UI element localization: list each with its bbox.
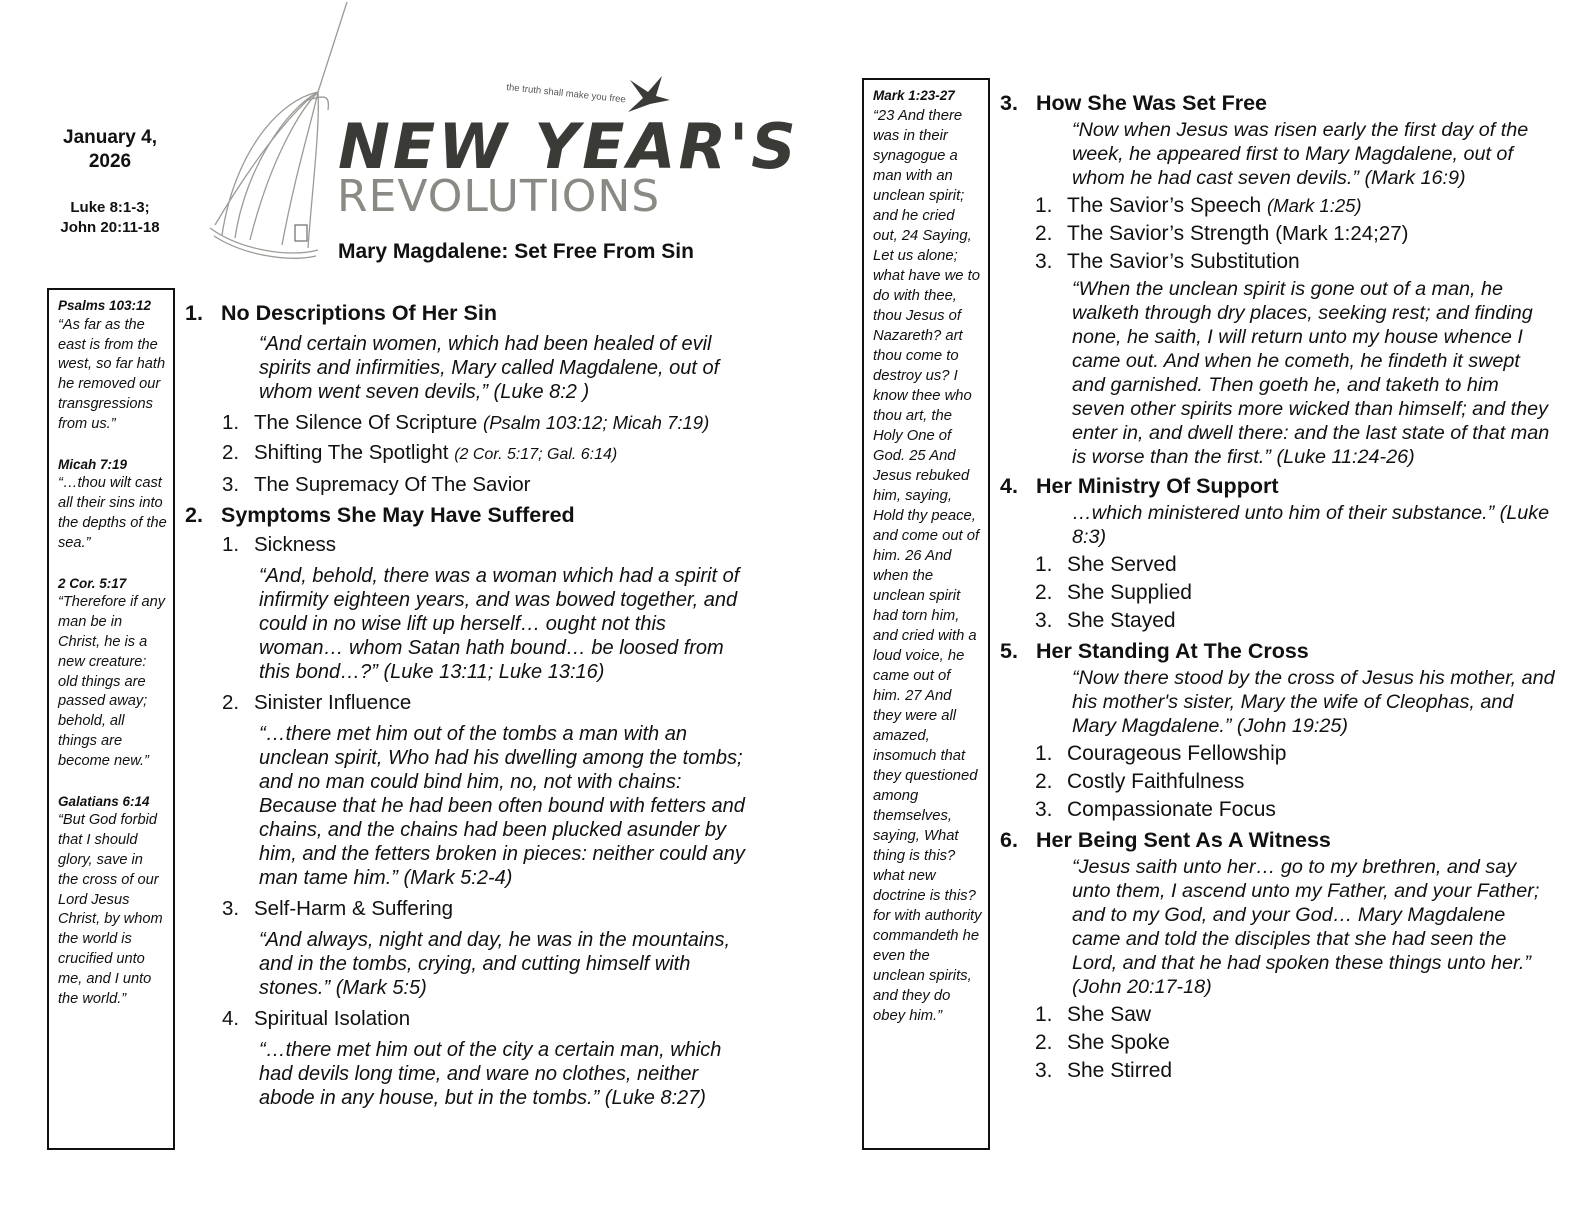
scripture-micah-7-19 [58, 455, 167, 554]
point-title: Her Ministry Of Support [1036, 474, 1279, 498]
sub-point [1035, 740, 1555, 767]
point-number: 2. [185, 503, 203, 527]
point-title: Her Being Sent As A Witness [1036, 828, 1331, 852]
point-title: Her Standing At The Cross [1036, 639, 1309, 663]
sub-point-ref: (Mark 1:25) [1267, 195, 1362, 216]
sub-point-number: 4. [222, 1007, 240, 1030]
sermon-subtitle: Mary Magdalene: Set Free From Sin [338, 240, 694, 263]
sub-point [1035, 768, 1555, 795]
sub-point-number: 3. [1035, 250, 1053, 273]
scripture-quote: “And, behold, there was a woman which had a spirit of infirmity eighteen years, and was bowed together, and could in no wise lift up herself… ought not this woman… whom Satan hath bound… be loosed from this bond…?” (Luke 13:11; Luke 13:16) [259, 565, 740, 683]
sub-point [222, 896, 755, 922]
scripture-quote: “Now there stood by the cross of Jesus his mother, and his mother's sister, Mary the wife of Cleophas, and Mary Magdalene.” (John 19:25) [1072, 667, 1555, 737]
sub-point [1035, 796, 1555, 823]
point-number: 1. [185, 301, 203, 325]
outline-column-left [185, 296, 755, 1116]
scripture-text: “23 And there was in their synagogue a man with an unclean spirit; and he cried out, 24 Saying, Let us alone; what have we to do with thee, thou Jesus of Nazareth? art thou come to destroy us? I know thee who thou art, the Holy One of God. 25 And Jesus rebuked him, saying, Hold thy peace, and come out of him. 26 And when the unclean spirit had torn him, and cried with a loud voice, he came out of him. 27 And they were all amazed, insomuch that they questioned among themselves, saying, What thing is this? what new doctrine is this? for with authority commandeth he even the unclean spirits, and they do obey him.” [873, 108, 982, 1024]
sub-point-label: Sinister Influence [254, 691, 412, 714]
scripture-quote: …which ministered unto him of their substance.” (Luke 8:3) [1072, 502, 1550, 548]
scripture-quote: “When the unclean spirit is gone out of a man, he walketh through dry places, seeking rest; and finding none, he saith, I will return unto my house whence I came out. And when he cometh, he findeth it swept and garnished. Then goeth he, and taketh to him seven other spirits more wicked than himself; and they enter in, and dwell there: and the last state of that man is worse than the first.” (Luke 11:24-26) [1072, 278, 1550, 468]
sub-point [222, 1006, 755, 1032]
sub-point-label: The Savior’s Strength [1067, 222, 1270, 245]
sub-point-number: 3. [1035, 798, 1053, 821]
sermon-date: January 4, 2026 [63, 127, 157, 172]
sub-point-ref: (Psalm 103:12; Micah 7:19) [483, 412, 710, 433]
scripture-quote: “…there met him out of the city a certain man, which had devils long time, and ware no clothes, neither abode in any house, but in the tombs.” (Luke 8:27) [259, 1039, 722, 1109]
sub-point-number: 1. [222, 533, 240, 556]
sermon-passages [40, 198, 180, 238]
logo-title-line1: NEW YEAR'S [338, 110, 799, 183]
logo-title-line2: REVOLUTIONS [337, 171, 661, 222]
sub-point-label: Shifting The Spotlight [254, 441, 449, 464]
scripture-text: “Therefore if any man be in Christ, he is a new creature: old things are passed away; behold, all things are become new.” [58, 594, 166, 769]
sub-point-number: 3. [1035, 1059, 1053, 1082]
outline-column-right [1000, 86, 1555, 1085]
point-heading [1000, 90, 1555, 116]
sub-point-label: She Spoke [1067, 1031, 1170, 1054]
left-scripture-box [47, 288, 175, 1150]
sub-point-label: The Savior’s Speech [1067, 194, 1262, 217]
sub-point [1035, 551, 1555, 578]
middle-scripture-box [862, 78, 990, 1150]
scripture-ref: Micah 7:19 [58, 456, 128, 472]
sub-point [1035, 1001, 1555, 1028]
sub-point-number: 1. [1035, 194, 1053, 217]
point-heading [1000, 473, 1555, 499]
sub-point-label: Compassionate Focus [1067, 798, 1276, 821]
sub-point-label: The Silence Of Scripture [254, 411, 478, 434]
sub-point [1035, 248, 1555, 275]
sub-point [222, 472, 755, 498]
scripture-quote: “And always, night and day, he was in the mountains, and in the tombs, crying, and cutting himself with stones.” (Mark 5:5) [259, 929, 731, 999]
scripture-quote: “And certain women, which had been healed of evil spirits and infirmities, Mary called Magdalene, out of whom went seven devils,” (Luke 8:2 ) [259, 333, 720, 403]
sub-point [1035, 1029, 1555, 1056]
sub-point-label: Costly Faithfulness [1067, 770, 1245, 793]
sub-point-number: 1. [1035, 553, 1053, 576]
bird-icon [628, 76, 670, 112]
scripture-quote: “…there met him out of the tombs a man with an unclean spirit, Who had his dwelling among the tombs; and no man could bind him, no, not with chains: Because that he had been often bound with fetters and chains, and the chains had been plucked asunder by him, and the fetters broken in pieces: neither could any man tame him.” (Mark 5:2-4) [259, 723, 745, 889]
sub-point [1035, 220, 1555, 247]
scripture-2-cor-5-17 [58, 574, 167, 772]
scripture-psalms-103-12 [58, 296, 167, 435]
sub-point [1035, 579, 1555, 606]
sub-point [1035, 1057, 1555, 1084]
point-heading [185, 300, 755, 326]
sub-point-number: 2. [1035, 581, 1053, 604]
sub-point-number: 3. [222, 897, 240, 920]
sub-point [222, 690, 755, 716]
point-title: No Descriptions Of Her Sin [221, 301, 497, 325]
scripture-quote: “Jesus saith unto her… go to my brethren, and say unto them, I ascend unto my Father, and your Father; and to my God, and your God… Mary Magdalene came and told the disciples that she had seen the Lord, and that he had spoken these things unto her.” (John 20:17-18) [1072, 856, 1540, 998]
scripture-text: “…thou wilt cast all their sins into the depths of the sea.” [58, 475, 167, 551]
sub-point-number: 1. [1035, 742, 1053, 765]
sub-point-number: 2. [222, 441, 240, 464]
point-number: 5. [1000, 639, 1018, 663]
scripture-galatians-6-14 [58, 792, 167, 1010]
logo-tagline: the truth shall make you free [505, 82, 627, 106]
scripture-ref: 2 Cor. 5:17 [58, 575, 127, 591]
sub-point-label: She Stayed [1067, 609, 1176, 632]
sub-point-label: The Savior’s Substitution [1067, 250, 1300, 273]
point-title: Symptoms She May Have Suffered [221, 503, 575, 527]
sub-point-number: 2. [1035, 770, 1053, 793]
sub-point-number: 3. [1035, 609, 1053, 632]
sub-point [222, 410, 755, 436]
sub-point-number: 1. [222, 411, 240, 434]
point-number: 6. [1000, 828, 1018, 852]
scripture-quote: “Now when Jesus was risen early the first day of the week, he appeared first to Mary Magdalene, out of whom he had cast seven devils.” (Mark 16:9) [1072, 119, 1529, 189]
point-heading [1000, 827, 1555, 853]
sub-point-label: She Served [1067, 553, 1177, 576]
sub-point-label: The Supremacy Of The Savior [254, 473, 531, 496]
sub-point-label: She Saw [1067, 1003, 1152, 1026]
sub-point-label: Self-Harm & Suffering [254, 897, 454, 920]
point-title: How She Was Set Free [1036, 91, 1267, 115]
sub-point-label: Courageous Fellowship [1067, 742, 1287, 765]
sub-point-label: She Stirred [1067, 1059, 1173, 1082]
point-number: 3. [1000, 91, 1018, 115]
passage-2: John 20:11-18 [60, 219, 160, 236]
sub-point [222, 440, 755, 468]
sub-point-number: 3. [222, 473, 240, 496]
sub-point-number: 2. [1035, 1031, 1053, 1054]
passage-1: Luke 8:1-3; [70, 199, 150, 216]
sub-point [1035, 607, 1555, 634]
scripture-text: “But God forbid that I should glory, save in the cross of our Lord Jesus Christ, by whom the world is crucified unto me, and I unto the world.” [58, 812, 163, 1007]
sub-point [222, 532, 755, 558]
sub-point-ref: (2 Cor. 5:17; Gal. 6:14) [454, 446, 618, 463]
scripture-ref: Mark 1:23-27 [873, 88, 955, 103]
sub-point-label: She Supplied [1067, 581, 1192, 604]
sub-point-label: Spiritual Isolation [254, 1007, 411, 1030]
scripture-ref: Galatians 6:14 [58, 793, 150, 809]
sub-point [1035, 192, 1555, 219]
scripture-text: “As far as the east is from the west, so far hath he removed our transgressions from us.” [58, 316, 166, 432]
sub-point-number: 2. [222, 691, 240, 714]
point-number: 4. [1000, 474, 1018, 498]
sub-point-label: Sickness [254, 533, 337, 556]
scripture-ref: Psalms 103:12 [58, 298, 152, 313]
point-heading [1000, 638, 1555, 664]
sub-point-ref: (Mark 1:24;27) [1275, 222, 1409, 245]
sub-point-number: 2. [1035, 222, 1053, 245]
sub-point-number: 1. [1035, 1003, 1053, 1026]
point-heading [185, 502, 755, 528]
